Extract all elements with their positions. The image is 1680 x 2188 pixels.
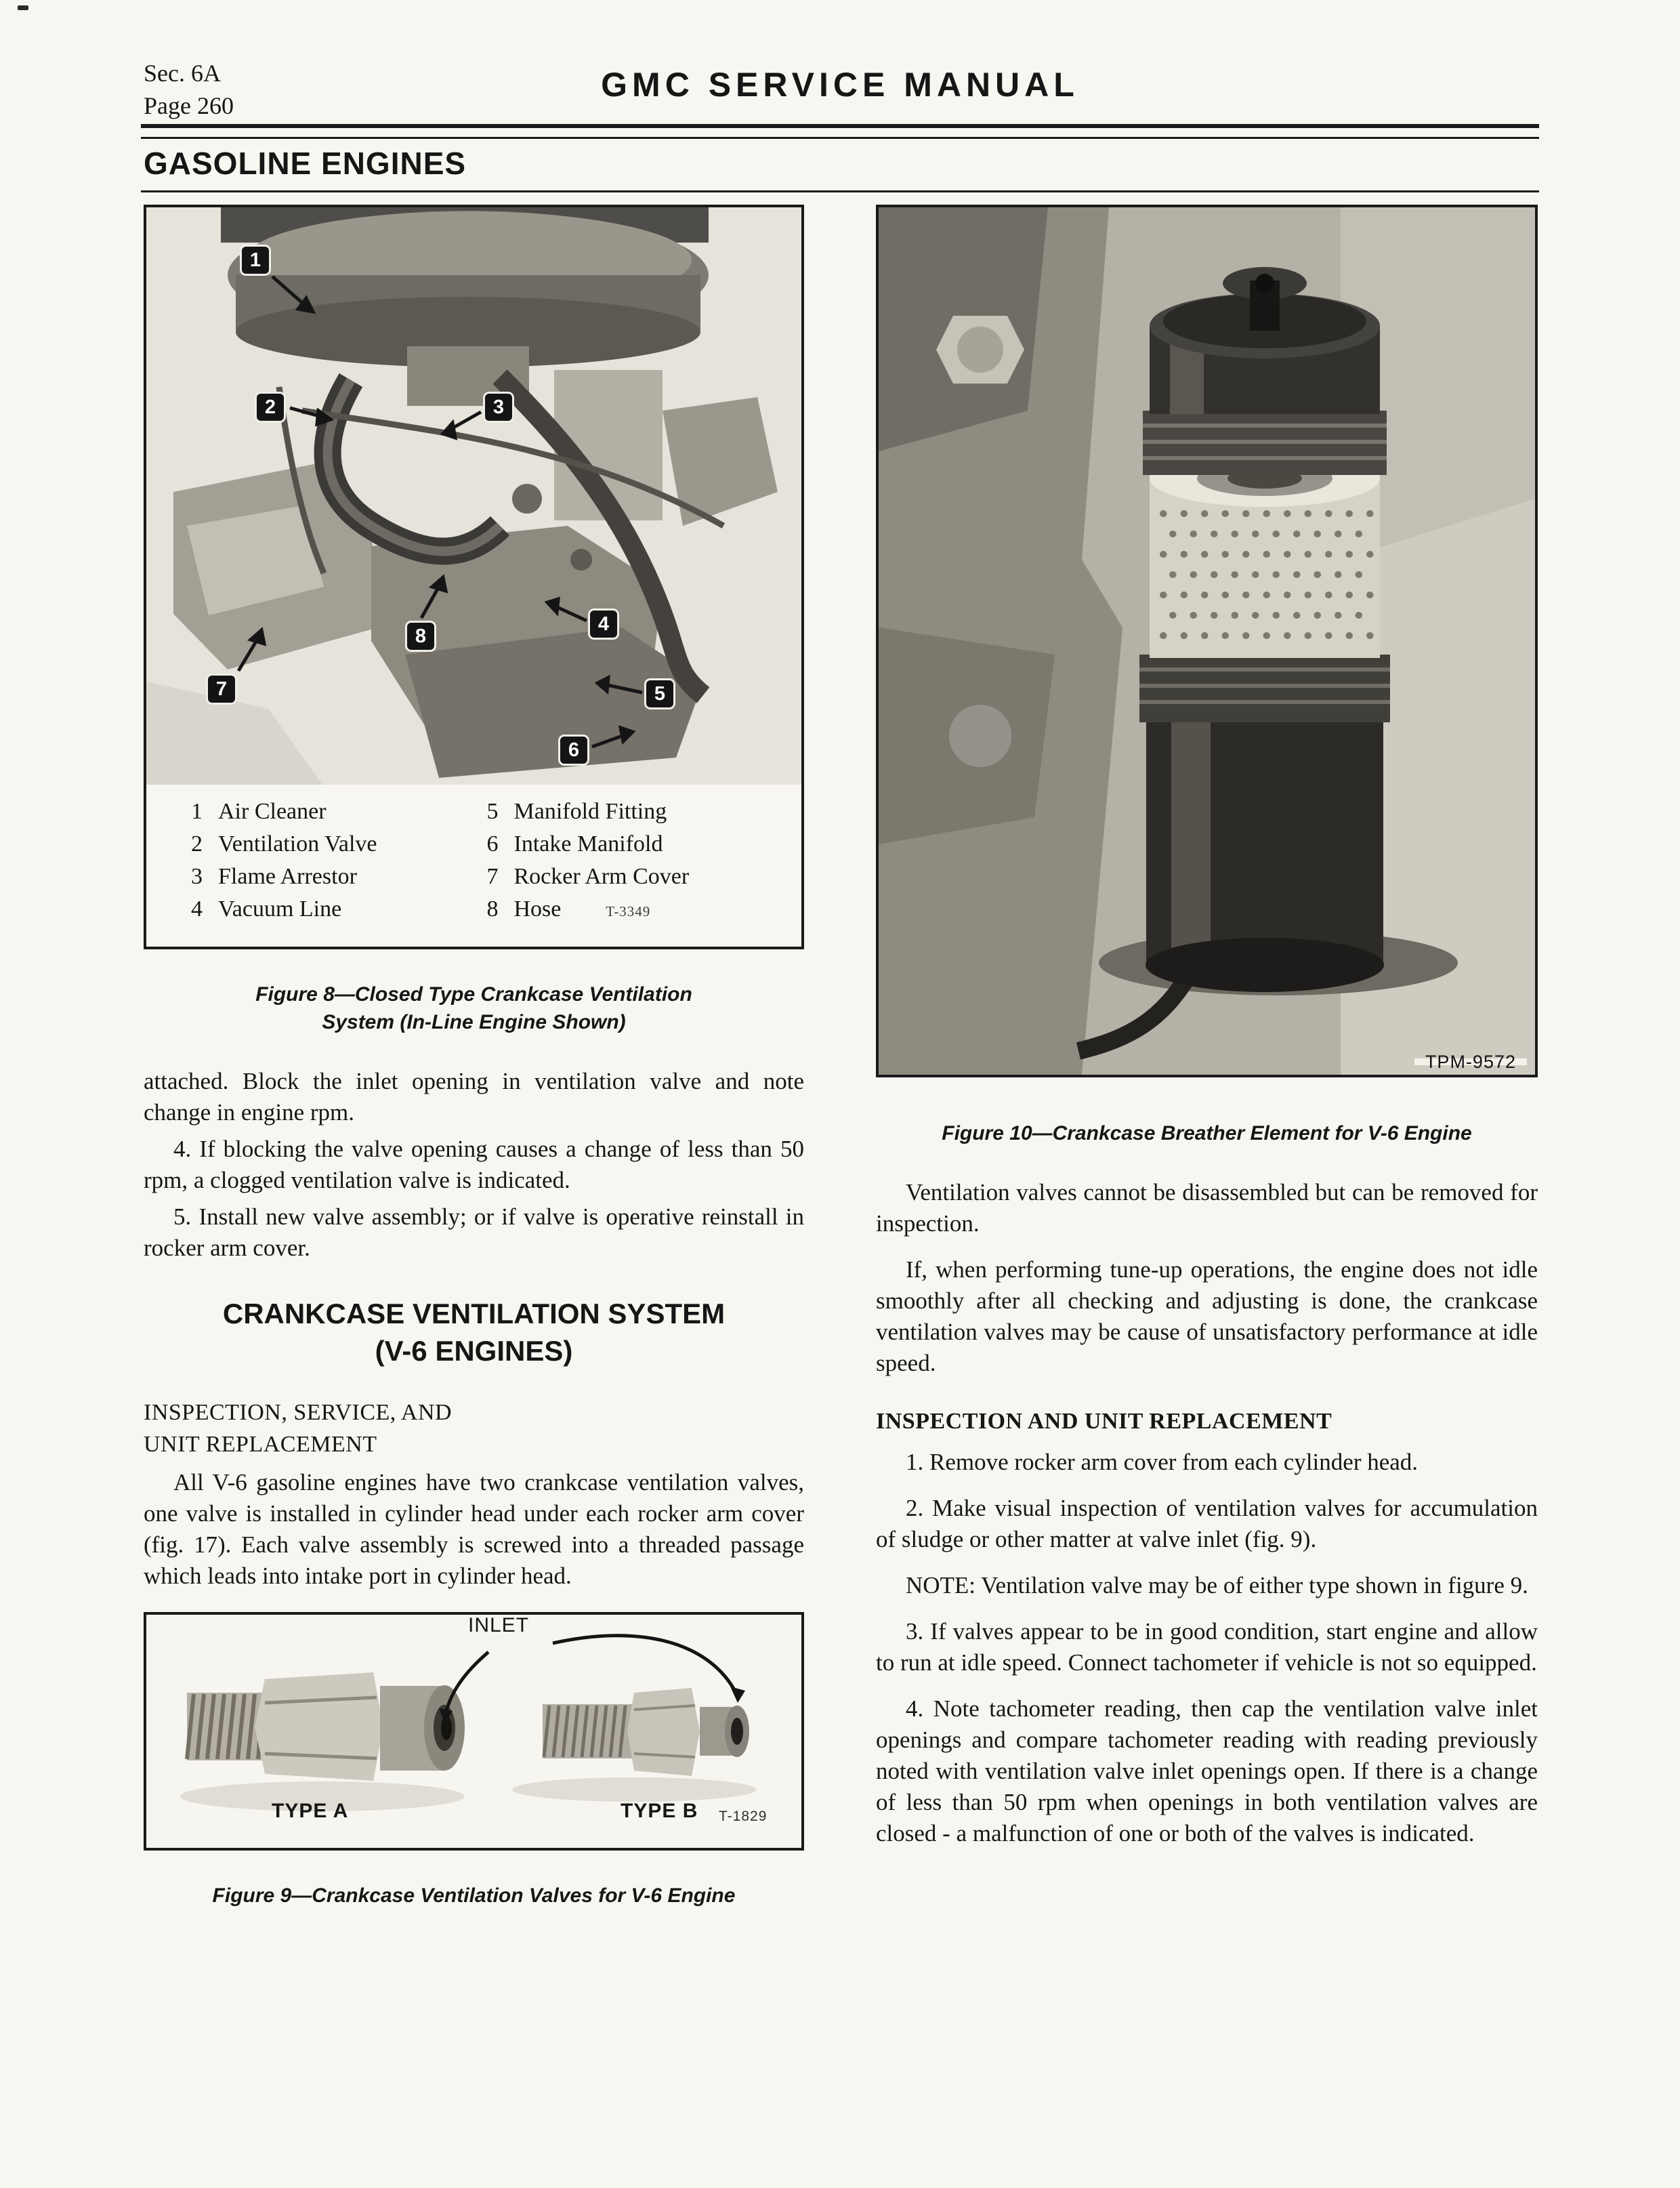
legend-item	[487, 796, 783, 828]
ventilation-valves-art	[146, 1615, 801, 1848]
callout-1: 1	[240, 245, 271, 276]
section-label: Sec. 6A	[144, 60, 221, 87]
legend-item	[487, 893, 783, 928]
scan-artifact	[18, 5, 28, 10]
figure-10-caption: Figure 10—Crankcase Breather Element for V-6 Engine	[942, 1122, 1472, 1144]
legend-label: Manifold Fitting	[513, 799, 667, 824]
figure-8-caption-line1: Figure 8—Closed Type Crankcase Ventilation	[255, 983, 692, 1006]
figure-8-plate-code: T-3349	[606, 903, 651, 920]
legend-item	[191, 828, 487, 861]
paragraph-step-2: 2. Make visual inspection of ventilation valves for accumulation of sludge or other matter at valve inlet (fig. 9).	[876, 1495, 1538, 1552]
header-rule	[141, 124, 1539, 139]
heading-inspection-unit-replacement: INSPECTION AND UNIT REPLACEMENT	[876, 1409, 1332, 1434]
legend-label: Ventilation Valve	[218, 831, 377, 856]
figure-9-box	[144, 1612, 804, 1851]
legend-column-left	[191, 796, 487, 928]
callout-6: 6	[558, 735, 589, 766]
subheading-line1: INSPECTION, SERVICE, AND	[144, 1400, 453, 1425]
paragraph-step-3: 3. If valves appear to be in good condition, start engine and allow to run at idle speed. Connect tachometer if vehicle is not so equipped.	[876, 1618, 1538, 1676]
legend-label: Hose	[513, 896, 562, 922]
legend-number: 3	[191, 864, 203, 889]
callout-2: 2	[255, 392, 286, 423]
legend-item	[487, 861, 783, 893]
legend-number: 1	[191, 799, 203, 824]
figure-10-plate-code: TPM-9572	[1414, 1058, 1527, 1065]
legend-number: 8	[486, 896, 499, 922]
legend-label: Vacuum Line	[218, 896, 342, 922]
legend-item	[191, 796, 487, 828]
figure-8-box	[144, 205, 804, 949]
section-heading-line1: CRANKCASE VENTILATION SYSTEM	[222, 1298, 726, 1329]
legend-label: Intake Manifold	[513, 831, 663, 856]
callout-5: 5	[644, 678, 675, 709]
subheading-inspection-service	[144, 1397, 804, 1460]
figure-8-illustration	[146, 207, 801, 785]
paragraph-step-4: 4. If blocking the valve opening causes a change of less than 50 rpm, a clogged ventilation valve is indicated.	[144, 1136, 804, 1193]
left-column	[144, 205, 804, 1910]
legend-item	[191, 861, 487, 893]
figure-9-illustration	[146, 1615, 801, 1848]
section-heading-line2: (V-6 ENGINES)	[375, 1335, 573, 1367]
paragraph-all-v6: All V-6 gasoline engines have two crankcase ventilation valves, one valve is installed in cylinder head under each rocker arm cover (fig. 17). Each valve assembly is screwed into a threaded passage which leads into intake port in cylinder head.	[144, 1469, 804, 1589]
paragraph-attached: attached. Block the inlet opening in ventilation valve and note change in engine rpm.	[144, 1068, 804, 1126]
callout-7: 7	[206, 674, 237, 705]
manual-title: GMC SERVICE MANUAL	[601, 66, 1079, 104]
legend-number: 2	[191, 831, 203, 856]
legend-label: Flame Arrestor	[218, 864, 357, 889]
chapter-rule	[141, 190, 1539, 192]
paragraph-if-when: If, when performing tune-up operations, the engine does not idle smoothly after all checking and adjusting is done, the crankcase ventilation valves may be cause of unsatisfactory performance at idle speed.	[876, 1256, 1538, 1376]
figure-8-caption	[144, 981, 804, 1036]
legend-number: 6	[486, 831, 499, 856]
figure-8-caption-line2: System (In-Line Engine Shown)	[322, 1011, 626, 1033]
legend-label: Rocker Arm Cover	[513, 864, 690, 889]
page-number: Page 260	[144, 92, 234, 119]
section-heading-crankcase	[144, 1295, 804, 1369]
paragraph-ventilation-valves: Ventilation valves cannot be disassembled but can be removed for inspection.	[876, 1179, 1538, 1237]
figure-8-legend	[146, 785, 801, 947]
callout-8: 8	[405, 621, 436, 652]
engine-illustration-art	[146, 207, 801, 785]
paragraph-note: NOTE: Ventilation valve may be of either type shown in figure 9.	[906, 1572, 1528, 1598]
callout-4: 4	[588, 608, 619, 640]
legend-label: Air Cleaner	[218, 799, 327, 824]
paragraph-step-4: 4. Note tachometer reading, then cap the ventilation valve inlet openings and compare tachometer reading with reading previously noted with ventilation valve inlet openings open. If there is a change of less than 50 rpm when openings in both ventilation valves are closed - a malfunction of one or both of the valves is indicated.	[876, 1695, 1538, 1846]
legend-number: 4	[191, 896, 203, 922]
callout-3: 3	[483, 392, 514, 423]
chapter-title: GASOLINE ENGINES	[144, 146, 467, 181]
right-column	[876, 205, 1538, 1849]
figure-10-illustration	[879, 207, 1535, 1075]
figure-10-box	[876, 205, 1538, 1077]
figure-9-caption: Figure 9—Crankcase Ventilation Valves for V-6 Engine	[212, 1884, 736, 1907]
paragraph-step-5: 5. Install new valve assembly; or if valve is operative reinstall in rocker arm cover.	[144, 1203, 804, 1261]
subheading-line2: UNIT REPLACEMENT	[144, 1432, 377, 1457]
legend-column-right	[487, 796, 783, 928]
paragraph-step-1: 1. Remove rocker arm cover from each cylinder head.	[906, 1449, 1419, 1475]
breather-element-art	[879, 207, 1535, 1075]
legend-item	[191, 893, 487, 926]
legend-number: 7	[486, 864, 499, 889]
legend-item	[487, 828, 783, 861]
legend-number: 5	[486, 799, 499, 824]
